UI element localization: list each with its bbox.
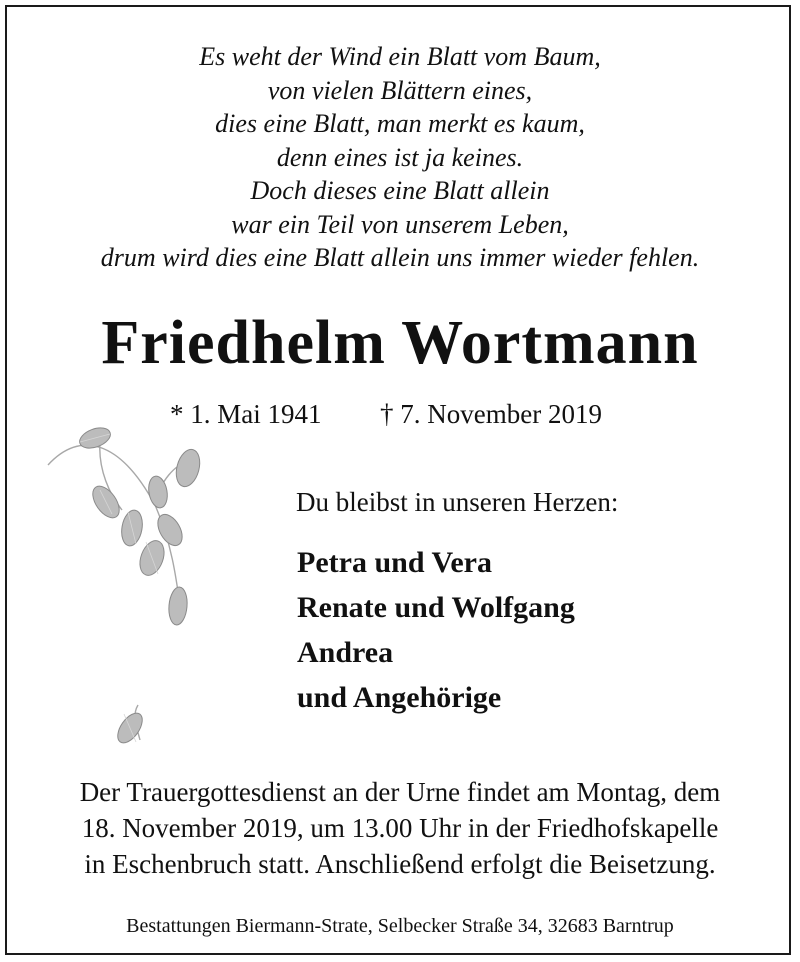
poem-line: von vielen Blättern eines, <box>267 75 533 105</box>
service-notice <box>0 774 800 882</box>
deceased-name: Friedhelm Wortmann <box>101 309 699 377</box>
poem-line: war ein Teil von unserem Leben, <box>231 209 569 239</box>
poem <box>0 40 800 275</box>
death-date: † 7. November 2019 <box>380 399 602 429</box>
mourner-name: Petra und Vera <box>297 546 492 579</box>
service-line: in Eschenbruch statt. Anschließend erfolgt die Beisetzung. <box>84 849 716 879</box>
leaf-branch-icon <box>40 410 220 770</box>
dedication-line: Du bleibst in unseren Herzen: <box>296 487 619 517</box>
service-line: Der Trauergottesdienst an der Urne findet am Montag, dem <box>79 777 721 807</box>
poem-line: Doch dieses eine Blatt allein <box>250 176 550 205</box>
poem-line: dies eine Blatt, man merkt es kaum, <box>215 109 585 138</box>
birth-date: * 1. Mai 1941 <box>170 399 322 429</box>
poem-line: drum wird dies eine Blatt allein uns immer wieder fehlen. <box>100 243 700 272</box>
mourner-name: und Angehörige <box>297 681 502 714</box>
mourner-name: Renate und Wolfgang <box>297 591 575 624</box>
funeral-home-footer: Bestattungen Biermann-Strate, Selbecker Straße 34, 32683 Barntrup <box>126 915 674 937</box>
poem-line: Es weht der Wind ein Blatt vom Baum, <box>199 42 601 71</box>
poem-line: denn eines ist ja keines. <box>276 142 524 172</box>
mourner-list <box>297 540 575 720</box>
mourner-name: Andrea <box>297 636 394 669</box>
service-line: 18. November 2019, um 13.00 Uhr in der Friedhofskapelle <box>81 813 719 843</box>
